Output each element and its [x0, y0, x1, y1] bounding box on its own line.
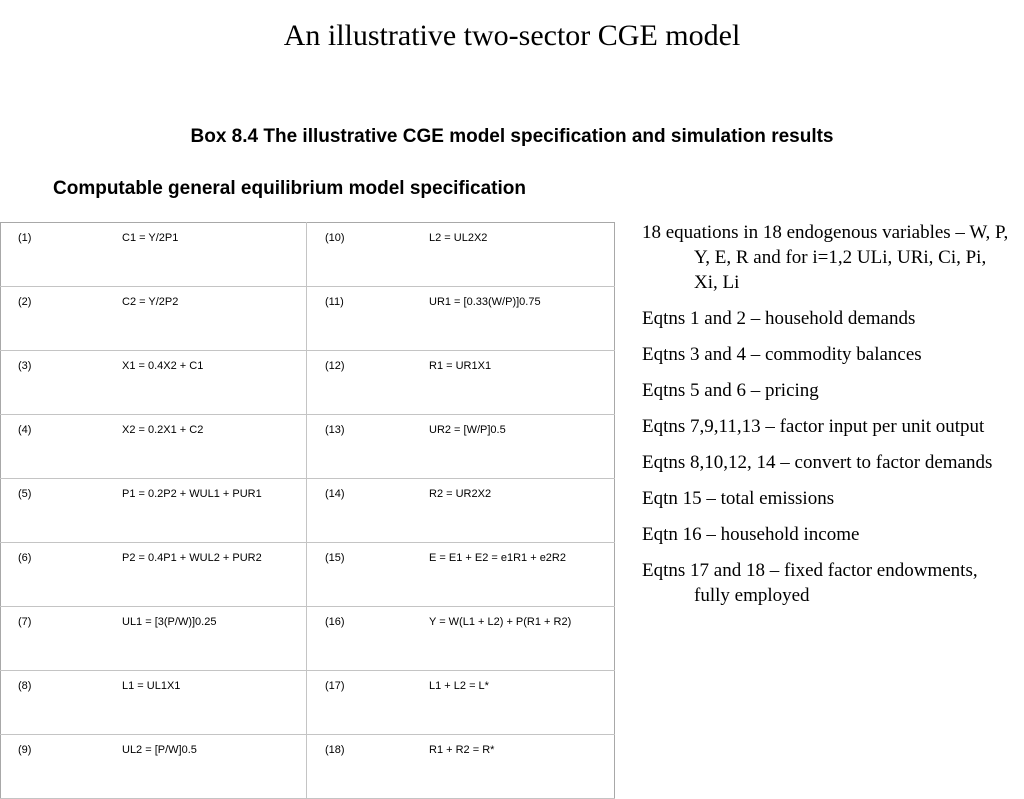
equation-table — [0, 222, 615, 799]
equation-formula: UL2 = [P/W]0.5 — [122, 735, 307, 799]
equation-row — [1, 607, 615, 671]
equation-formula: Y = W(L1 + L2) + P(R1 + R2) — [429, 607, 615, 671]
note-item: Eqtns 1 and 2 – household demands — [642, 308, 916, 329]
equation-formula: L2 = UL2X2 — [429, 223, 615, 287]
equation-formula: UL1 = [3(P/W)]0.25 — [122, 607, 307, 671]
equation-formula: C2 = Y/2P2 — [122, 287, 307, 351]
equation-number: (2) — [1, 287, 123, 351]
note-item: 18 equations in 18 endogenous variables – W, P, Y, E, R and for i=1,2 ULi, URi, Ci, Pi, Xi, Li — [642, 222, 1009, 293]
equation-row — [1, 223, 615, 287]
equation-number: (4) — [1, 415, 123, 479]
equation-formula: UR2 = [W/P]0.5 — [429, 415, 615, 479]
note-item: Eqtns 3 and 4 – commodity balances — [642, 344, 922, 365]
equation-row — [1, 543, 615, 607]
spec-title: Computable general equilibrium model specification — [53, 178, 526, 199]
equation-formula: UR1 = [0.33(W/P)]0.75 — [429, 287, 615, 351]
equation-row — [1, 351, 615, 415]
equation-row — [1, 287, 615, 351]
equation-number: (14) — [307, 479, 430, 543]
equation-row — [1, 671, 615, 735]
page-title: An illustrative two-sector CGE model — [283, 19, 741, 52]
equation-number: (1) — [1, 223, 123, 287]
equation-number: (3) — [1, 351, 123, 415]
equation-formula: L1 + L2 = L* — [429, 671, 615, 735]
equation-number: (13) — [307, 415, 430, 479]
box-title: Box 8.4 The illustrative CGE model specification and simulation results — [190, 126, 834, 147]
equation-formula: X2 = 0.2X1 + C2 — [122, 415, 307, 479]
equation-number: (5) — [1, 479, 123, 543]
equation-number: (17) — [307, 671, 430, 735]
equation-row — [1, 735, 615, 799]
equation-number: (6) — [1, 543, 123, 607]
notes-list — [642, 220, 1012, 619]
equation-formula: R2 = UR2X2 — [429, 479, 615, 543]
equation-formula: R1 = UR1X1 — [429, 351, 615, 415]
equation-formula: X1 = 0.4X2 + C1 — [122, 351, 307, 415]
equation-number: (11) — [307, 287, 430, 351]
equation-number: (9) — [1, 735, 123, 799]
equation-row — [1, 479, 615, 543]
equation-formula: P2 = 0.4P1 + WUL2 + PUR2 — [122, 543, 307, 607]
equation-number: (16) — [307, 607, 430, 671]
note-item: Eqtn 16 – household income — [642, 524, 860, 545]
note-item: Eqtns 8,10,12, 14 – convert to factor demands — [642, 452, 993, 473]
equation-formula: L1 = UL1X1 — [122, 671, 307, 735]
equation-number: (8) — [1, 671, 123, 735]
equation-number: (15) — [307, 543, 430, 607]
note-item: Eqtns 17 and 18 – fixed factor endowments, fully employed — [642, 560, 978, 606]
equation-number: (7) — [1, 607, 123, 671]
equation-number: (10) — [307, 223, 430, 287]
note-item: Eqtns 7,9,11,13 – factor input per unit output — [642, 416, 985, 437]
equation-number: (18) — [307, 735, 430, 799]
equation-row — [1, 415, 615, 479]
equation-formula: P1 = 0.2P2 + WUL1 + PUR1 — [122, 479, 307, 543]
equation-number: (12) — [307, 351, 430, 415]
note-item: Eqtn 15 – total emissions — [642, 488, 835, 509]
equation-formula: C1 = Y/2P1 — [122, 223, 307, 287]
equation-formula: E = E1 + E2 = e1R1 + e2R2 — [429, 543, 615, 607]
equation-formula: R1 + R2 = R* — [429, 735, 615, 799]
note-item: Eqtns 5 and 6 – pricing — [642, 380, 819, 401]
